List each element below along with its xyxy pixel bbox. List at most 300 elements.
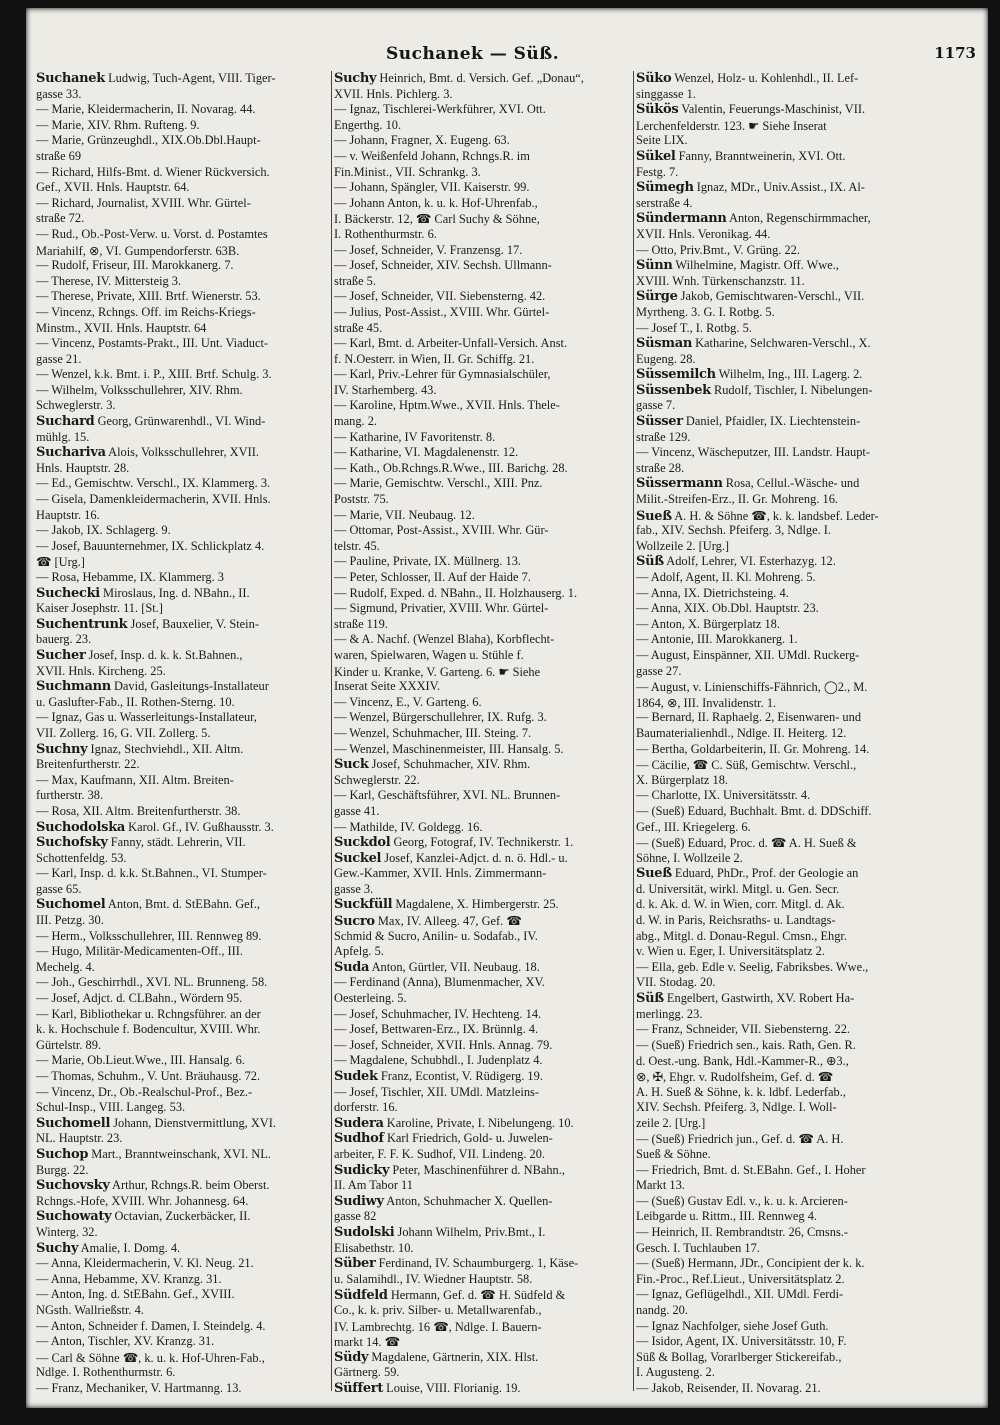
entry-text: Katharine, Selchwaren-Verschl., X. <box>692 336 871 351</box>
entry-heading-line <box>334 851 634 867</box>
entry-line <box>636 461 978 477</box>
surname: Süsman <box>636 336 692 352</box>
column-2 <box>334 71 634 1396</box>
entry-line <box>334 820 634 836</box>
entry-line <box>636 1100 978 1116</box>
entry-heading-line <box>636 554 978 570</box>
surname: Sükös <box>636 102 679 118</box>
surname: Sükel <box>636 148 676 164</box>
entry-heading-line <box>36 71 336 87</box>
surname: Sueß <box>636 866 672 882</box>
entry-line <box>36 1256 336 1272</box>
entry-text: — Hugo, Militär-Medicamenten-Off., III. <box>36 944 244 959</box>
surname: Suchentrunk <box>36 616 128 632</box>
column-divider <box>633 71 634 1391</box>
entry-heading-line <box>334 1194 634 1210</box>
entry-text: Baumaterialienhdl., Ndlge. II. Heiterg. 12. <box>636 725 847 740</box>
entry-text: Max, IV. Alleeg. 47, Gef. ☎ <box>374 914 522 929</box>
entry-text: I. Rothenthurmstr. 6. <box>334 226 437 241</box>
entry-text: — Josef, Adjct. d. CLBahn., Wördern 95. <box>36 991 243 1006</box>
entry-text: — Jakob, Reisender, II. Novarag. 21. <box>636 1380 821 1395</box>
entry-text: d. k. Ak. d. W. in Wien, corr. Mitgl. d. Ak. <box>636 897 845 912</box>
entry-text: A. H. Sueß & Söhne, k. k. ldbf. Lederfab., <box>636 1084 846 1099</box>
entry-line <box>636 1116 978 1132</box>
entry-heading-line <box>636 71 978 87</box>
entry-text: Burgg. 22. <box>36 1162 89 1177</box>
entry-text: — Marie, Ob.Lieut.Wwe., III. Hansalg. 6. <box>36 1053 245 1068</box>
entry-text: — Josef, Tischler, XII. UMdl. Matzleins- <box>334 1084 539 1099</box>
surname: Suchomell <box>36 1115 111 1131</box>
entry-line <box>334 1085 634 1101</box>
entry-line <box>636 804 978 820</box>
entry-text: NGsth. Wallrießstr. 4. <box>36 1302 144 1317</box>
entry-text: Johann, Dienstvermittlung, XVI. <box>110 1115 276 1130</box>
entry-text: — Josef, Bauunternehmer, IX. Schlickplatz 4. <box>36 538 265 553</box>
entry-line <box>334 539 634 555</box>
entry-text: Mariahilf, ⊗, VI. Gumpendorferstr. 63B. <box>36 243 240 258</box>
entry-line <box>334 289 634 305</box>
entry-line <box>636 1163 978 1179</box>
entry-text: k. k. Hochschule f. Bodencultur, XVIII. Whr. <box>36 1022 261 1037</box>
entry-line <box>636 445 978 461</box>
entry-text: I. Bäckerstr. 12, ☎ Carl Suchy & Söhne, <box>334 212 540 227</box>
entry-heading-line <box>636 866 978 882</box>
entry-text: — Johann, Fragner, X. Eugeng. 63. <box>334 133 510 148</box>
entry-line <box>36 991 336 1007</box>
entry-line <box>636 975 978 991</box>
entry-text: — Isidor, Agent, IX. Universitätsstr. 10, F. <box>636 1334 847 1349</box>
entry-text: — Richard, Hilfs-Bmt. d. Wiener Rückversich. <box>36 164 270 179</box>
entry-heading-line <box>36 414 336 430</box>
entry-text: Anton, Gürtler, VII. Neubaug. 18. <box>369 959 540 974</box>
entry-line <box>636 726 978 742</box>
entry-text: Ignaz, Stechviehdl., XII. Altm. <box>87 741 244 756</box>
entry-line <box>334 1303 634 1319</box>
entry-line <box>636 929 978 945</box>
surname: Süsser <box>636 414 683 430</box>
entry-line <box>36 1053 336 1069</box>
entry-heading-line <box>36 617 336 633</box>
entry-text: Hnls. Hauptstr. 28. <box>36 460 130 475</box>
entry-line <box>334 430 634 446</box>
entry-text: — v. Weißenfeld Johann, Rchngs.R. im <box>334 148 530 163</box>
entry-line <box>36 1069 336 1085</box>
entry-text: Karol. Gf., IV. Gußhausstr. 3. <box>125 819 274 834</box>
entry-line <box>36 196 336 212</box>
entry-heading-line <box>334 1256 634 1272</box>
entry-line <box>36 336 336 352</box>
entry-text: Breitenfurtherstr. 22. <box>36 757 140 772</box>
entry-line <box>636 352 978 368</box>
entry-text: gasse 21. <box>36 351 82 366</box>
entry-line <box>334 258 634 274</box>
surname: Sudera <box>334 1115 384 1131</box>
entry-line <box>334 554 634 570</box>
entry-line <box>636 1319 978 1335</box>
entry-text: Georg, Fotograf, IV. Technikerstr. 1. <box>390 835 574 850</box>
entry-line <box>36 227 336 243</box>
entry-text: — August, v. Linienschiffs-Fähnrich, ◯2., M. <box>636 680 868 695</box>
entry-text: Magdalene, Gärtnerin, XIX. Hlst. <box>368 1349 539 1364</box>
entry-text: — Otto, Priv.Bmt., V. Grüng. 22. <box>636 242 800 257</box>
entry-text: Josef, Insp. d. k. k. St.Bahnen., <box>85 647 243 662</box>
entry-text: Jakob, Gemischtwaren-Verschl., VII. <box>677 289 865 304</box>
entry-line <box>36 1303 336 1319</box>
entry-text: Eugeng. 28. <box>636 351 696 366</box>
entry-text: waren, Spielwaren, Wagen u. Stühle f. <box>334 647 524 662</box>
entry-line <box>636 398 978 414</box>
entry-text: Anton, Regenschirmmacher, <box>726 211 871 226</box>
entry-heading-line <box>636 991 978 1007</box>
surname: Suchny <box>36 741 88 757</box>
entry-line <box>334 149 634 165</box>
entry-text: Valentin, Feuerungs-Maschinist, VII. <box>678 102 866 117</box>
entry-line <box>636 820 978 836</box>
entry-line <box>334 804 634 820</box>
entry-line <box>334 1178 634 1194</box>
surname: Sudicky <box>334 1162 390 1178</box>
surname: Südy <box>334 1349 369 1365</box>
entry-line <box>334 991 634 1007</box>
entry-text: Lerchenfelderstr. 123. ☛ Siehe Inserat <box>636 118 827 133</box>
entry-text: d. W. in Paris, Reichsraths- u. Landtags- <box>636 913 836 928</box>
entry-line <box>36 243 336 259</box>
entry-line <box>36 944 336 960</box>
entry-text: mühlg. 15. <box>36 429 90 444</box>
surname: Suchy <box>36 1240 79 1256</box>
entry-line <box>334 196 634 212</box>
surname: Sudhof <box>334 1131 384 1147</box>
entry-line <box>334 367 634 383</box>
entry-line <box>334 523 634 539</box>
entry-text: — Magdalene, Schubhdl., I. Judenplatz 4. <box>334 1053 543 1068</box>
entry-line <box>636 1272 978 1288</box>
entry-text: straße 119. <box>334 616 388 631</box>
entry-line <box>334 944 634 960</box>
entry-heading-line <box>636 476 978 492</box>
entry-text: Rosa, Cellul.-Wäsche- und <box>722 476 860 491</box>
entry-text: zeile 2. [Urg.] <box>636 1115 706 1130</box>
entry-text: Mart., Branntweinschank, XVI. NL. <box>88 1146 271 1161</box>
page-header <box>26 18 988 64</box>
entry-line <box>36 554 336 570</box>
entry-text: Gärtnerg. 59. <box>334 1365 400 1380</box>
entry-text: — Ottomar, Post-Assist., XVIII. Whr. Gür- <box>334 523 549 538</box>
entry-text: — Kath., Ob.Rchngs.R.Wwe., III. Barichg. 28. <box>334 460 568 475</box>
surname: Suchodolska <box>36 819 126 835</box>
entry-line <box>636 1365 978 1381</box>
entry-text: Schweglerstr. 22. <box>334 772 420 787</box>
entry-text: — Adolf, Agent, II. Kl. Mohreng. 5. <box>636 570 816 584</box>
entry-text: IV. Lambrechtg. 16 ☎, Ndlge. I. Bauern- <box>334 1319 542 1334</box>
entry-heading-line <box>334 960 634 976</box>
entry-heading-line <box>334 71 634 87</box>
entry-text: — & A. Nachf. (Wenzel Blaha), Korbflecht- <box>334 632 555 647</box>
entry-text: — Rosa, Hebamme, IX. Klammerg. 3 <box>36 570 225 584</box>
entry-text: — Vincenz, Rchngs. Off. im Reichs-Kriegs- <box>36 304 256 319</box>
surname: Suchomel <box>36 897 106 913</box>
surname: Süber <box>334 1256 376 1272</box>
entry-heading-line <box>636 102 978 118</box>
entry-line <box>36 133 336 149</box>
entry-line <box>636 710 978 726</box>
surname: Sudiwy <box>334 1193 384 1209</box>
entry-heading-line <box>36 445 336 461</box>
entry-text: — Ignaz Nachfolger, siehe Josef Guth. <box>636 1318 829 1333</box>
entry-text: Fanny, Branntweinerin, XVI. Ott. <box>675 148 846 163</box>
entry-text: NL. Hauptstr. 23. <box>36 1131 123 1146</box>
entry-text: — (Sueß) Gustav Edl. v., k. u. k. Arcieren- <box>636 1193 848 1208</box>
entry-line <box>334 1241 634 1257</box>
entry-text: — Joh., Geschirrhdl., XVI. NL. Brunneng. 58. <box>36 975 268 990</box>
surname: Suchanek <box>36 71 105 86</box>
entry-line <box>334 726 634 742</box>
entry-line <box>636 87 978 103</box>
surname: Sudek <box>334 1069 378 1084</box>
entry-line <box>334 102 634 118</box>
entry-heading-line <box>636 367 978 383</box>
entry-text: — Anna, XIX. Ob.Dbl. Hauptstr. 23. <box>636 601 819 616</box>
entry-line <box>636 851 978 867</box>
entry-line <box>36 1319 336 1335</box>
entry-line <box>36 882 336 898</box>
entry-text: Schweglerstr. 3. <box>36 398 116 413</box>
entry-text: — Rudolf, Friseur, III. Marokkanerg. 7. <box>36 258 234 273</box>
entry-text: XVIII. Wnh. Türkenschanzstr. 11. <box>636 273 805 288</box>
entry-text: A. H. & Söhne ☎, k. k. landsbef. Leder- <box>671 508 879 523</box>
entry-heading-line <box>36 820 336 836</box>
entry-line <box>636 523 978 539</box>
column-3 <box>636 71 978 1396</box>
entry-text: IV. Starhemberg. 43. <box>334 382 437 397</box>
surname: Sucro <box>334 914 375 929</box>
entry-text: Wilhelmine, Magistr. Off. Wwe., <box>672 258 839 273</box>
entry-line <box>636 430 978 446</box>
entry-text: Franz, Econtist, V. Rüdigerg. 19. <box>377 1069 543 1083</box>
entry-line <box>334 461 634 477</box>
entry-line <box>636 1147 978 1163</box>
entry-heading-line <box>636 149 978 165</box>
entry-text: d. Universität, wirkl. Mitgl. u. Gen. Secr. <box>636 881 840 896</box>
entry-text: Poststr. 75. <box>334 492 389 507</box>
entry-text: — Ella, geb. Edle v. Seelig, Fabriksbes. Wwe., <box>636 959 869 974</box>
entry-text: — (Sueß) Friedrich jun., Gef. d. ☎ A. H. <box>636 1132 844 1147</box>
entry-text: Peter, Maschinenführer d. NBahn., <box>389 1162 565 1177</box>
entry-text: — Johann Anton, k. u. k. Hof-Uhrenfab., <box>334 195 538 210</box>
entry-line <box>334 742 634 758</box>
entry-text: — Charlotte, IX. Universitätsstr. 4. <box>636 788 811 803</box>
entry-line <box>334 648 634 664</box>
entry-heading-line <box>36 679 336 695</box>
entry-line <box>334 617 634 633</box>
entry-line <box>334 1272 634 1288</box>
entry-text: f. N.Oesterr. in Wien, II. Gr. Schiffg. 21. <box>334 351 535 366</box>
entry-text: Daniel, Pfaidler, IX. Liechtenstein- <box>682 414 861 429</box>
entry-text: Seite LIX. <box>636 133 688 148</box>
entry-line <box>36 601 336 617</box>
entry-text: — Josef, Schneider, V. Franzensg. 17. <box>334 242 523 257</box>
entry-line <box>36 1350 336 1366</box>
entry-text: d. Oest.-ung. Bank, Hdl.-Kammer-R., ⊕3., <box>636 1054 849 1069</box>
entry-line <box>36 975 336 991</box>
entry-text: Winterg. 32. <box>36 1224 98 1239</box>
entry-text: Engerthg. 10. <box>334 117 402 132</box>
entry-text: — Anton, Ing. d. StEBahn. Gef., XVIII. <box>36 1287 235 1302</box>
entry-line <box>636 1287 978 1303</box>
entry-line <box>334 929 634 945</box>
entry-heading-line <box>334 897 634 913</box>
entry-line <box>36 102 336 118</box>
entry-text: — Anton, X. Bürgerplatz 18. <box>636 616 780 631</box>
entry-line <box>36 1225 336 1241</box>
entry-text: gasse 33. <box>36 86 82 101</box>
entry-text: — Max, Kaufmann, XII. Altm. Breiten- <box>36 772 234 787</box>
entry-heading-line <box>334 1287 634 1303</box>
entry-line <box>36 492 336 508</box>
entry-line <box>36 757 336 773</box>
entry-line <box>636 913 978 929</box>
entry-text: Schul-Insp., VIII. Langeg. 53. <box>36 1100 186 1115</box>
entry-text: v. Wien u. Eger, I. Universitätsplatz 2. <box>636 944 825 959</box>
entry-text: straße 5. <box>334 273 376 288</box>
entry-text: David, Gasleitungs-Installateur <box>110 679 269 694</box>
entry-line <box>636 133 978 149</box>
entry-heading-line <box>636 211 978 227</box>
entry-text: gasse 27. <box>636 663 682 678</box>
entry-line <box>334 165 634 181</box>
entry-line <box>334 476 634 492</box>
entry-line <box>36 570 336 586</box>
entry-text: — Marie, Grünzeughdl., XIX.Ob.Dbl.Haupt- <box>36 133 261 148</box>
entry-line <box>334 445 634 461</box>
surname: Suck <box>334 757 369 773</box>
entry-line <box>334 664 634 680</box>
entry-line <box>36 180 336 196</box>
entry-heading-line <box>334 1225 634 1241</box>
entry-text: — Ignaz, Tischlerei-Werkführer, XVI. Ott. <box>334 102 546 117</box>
surname: Süssermann <box>636 476 723 492</box>
entry-line <box>36 461 336 477</box>
entry-text: — Ignaz, Geflügelhdl., XII. UMdl. Ferdi- <box>636 1287 844 1302</box>
surname: Suchariva <box>36 445 106 461</box>
entry-text: straße 28. <box>636 460 685 475</box>
entry-line <box>36 305 336 321</box>
entry-heading-line <box>636 414 978 430</box>
surname: Suchovsky <box>36 1178 110 1194</box>
entry-line <box>636 664 978 680</box>
surname: Suchop <box>36 1146 89 1162</box>
entry-heading-line <box>334 1069 634 1085</box>
entry-line <box>636 1225 978 1241</box>
entry-text: Ferdinand, IV. Schaumburgerg. 1, Käse- <box>375 1256 579 1271</box>
surname: Suchofsky <box>36 835 108 851</box>
entry-heading-line <box>36 1147 336 1163</box>
entry-text: — Josef, Schneider, XIV. Sechsh. Ullmann- <box>334 258 552 273</box>
entry-line <box>334 492 634 508</box>
entry-text: — Anna, Kleidermacherin, V. Kl. Neug. 21. <box>36 1256 254 1271</box>
entry-line <box>334 398 634 414</box>
surname: Süssenbek <box>636 382 711 398</box>
entry-text: — Karl, Bmt. d. Arbeiter-Unfall-Versich. Anst. <box>334 336 568 351</box>
entry-text: fab., XIV. Sechsh. Pfeiferg. 3, Ndlge. I. <box>636 523 831 538</box>
entry-text: telstr. 45. <box>334 538 380 553</box>
entry-text: Gef., XVII. Hnls. Hauptstr. 64. <box>36 180 190 195</box>
entry-heading-line <box>636 383 978 399</box>
entry-text: — Marie, Kleidermacherin, II. Novarag. 44. <box>36 102 256 117</box>
entry-text: — Karl, Geschäftsführer, XVI. NL. Brunnen- <box>334 788 561 803</box>
entry-heading-line <box>334 1350 634 1366</box>
entry-text: Karl Friedrich, Gold- u. Juwelen- <box>383 1131 553 1146</box>
entry-line <box>636 1178 978 1194</box>
entry-line <box>334 866 634 882</box>
surname: Sünn <box>636 258 673 274</box>
entry-line <box>36 476 336 492</box>
entry-text: — Franz, Mechaniker, V. Hartmanng. 13. <box>36 1380 242 1395</box>
entry-line <box>36 929 336 945</box>
entry-line <box>36 430 336 446</box>
entry-text: VII. Zollerg. 16, G. VII. Zollerg. 5. <box>36 725 211 740</box>
entry-text: Mechelg. 4. <box>36 959 95 974</box>
entry-line <box>36 211 336 227</box>
entry-heading-line <box>36 1116 336 1132</box>
entry-text: Oesterleing. 5. <box>334 991 407 1006</box>
entry-text: — Vincenz, Wäscheputzer, III. Landstr. Haupt- <box>636 445 870 460</box>
entry-text: Co., k. k. priv. Silber- u. Metallwarenfab., <box>334 1302 542 1317</box>
entry-text: — (Sueß) Eduard, Buchhalt. Bmt. d. DDSchiff. <box>636 803 872 818</box>
entry-text: — Jakob, IX. Schlagerg. 9. <box>36 523 171 538</box>
entry-text: — Sigmund, Privatier, XVIII. Whr. Gürtel- <box>334 601 549 616</box>
entry-text: arbeiter, F. F. K. Sudhof, VII. Lindeng. 20. <box>334 1146 546 1161</box>
entry-line <box>36 710 336 726</box>
entry-text: — Peter, Schlosser, II. Auf der Haide 7. <box>334 570 531 584</box>
entry-line <box>334 1365 634 1381</box>
entry-text: markt 14. ☎ <box>334 1335 401 1350</box>
entry-line <box>636 1241 978 1257</box>
entry-line <box>334 710 634 726</box>
entry-line <box>636 1007 978 1023</box>
entry-text: Alois, Volksschullehrer, XVII. <box>105 445 259 460</box>
entry-text: — (Sueß) Eduard, Proc. d. ☎ A. H. Sueß & <box>636 836 857 851</box>
entry-line <box>636 539 978 555</box>
entry-text: — Marie, Gemischtw. Verschl., XIII. Pnz. <box>334 476 543 491</box>
surname: Suchecki <box>36 585 100 601</box>
entry-text: Josef, Kanzlei-Adjct. d. n. ö. Hdl.- u. <box>381 850 568 865</box>
entry-text: 1864, ⊗, III. Invalidenstr. 1. <box>636 695 777 710</box>
entry-text: — Wilhelm, Volksschullehrer, XIV. Rhm. <box>36 382 243 397</box>
entry-line <box>636 305 978 321</box>
surname: Süssemilch <box>636 367 716 383</box>
entry-text: u. Salamihdl., IV. Wiedner Hauptstr. 58. <box>334 1271 533 1286</box>
entry-line <box>636 944 978 960</box>
entry-line <box>636 960 978 976</box>
entry-text: — Therese, IV. Mittersteig 3. <box>36 273 182 288</box>
entry-text: merlingg. 23. <box>636 1006 703 1021</box>
entry-text: — Karl, Insp. d. k.k. St.Bahnen., VI. Stumper- <box>36 866 267 881</box>
entry-heading-line <box>334 1131 634 1147</box>
entry-line <box>36 1334 336 1350</box>
entry-text: — Josef, Schneider, XVII. Hnls. Annag. 79. <box>334 1037 553 1052</box>
entry-text: — Gisela, Damenkleidermacherin, XVII. Hnls. <box>36 492 271 507</box>
surname: Sündermann <box>636 211 727 227</box>
entry-line <box>334 882 634 898</box>
entry-line <box>36 960 336 976</box>
entry-heading-line <box>334 757 634 773</box>
entry-line <box>36 851 336 867</box>
entry-line <box>36 398 336 414</box>
entry-text: Gürtelstr. 89. <box>36 1037 102 1052</box>
entry-line <box>636 492 978 508</box>
entry-text: Sueß & Söhne. <box>636 1146 711 1161</box>
